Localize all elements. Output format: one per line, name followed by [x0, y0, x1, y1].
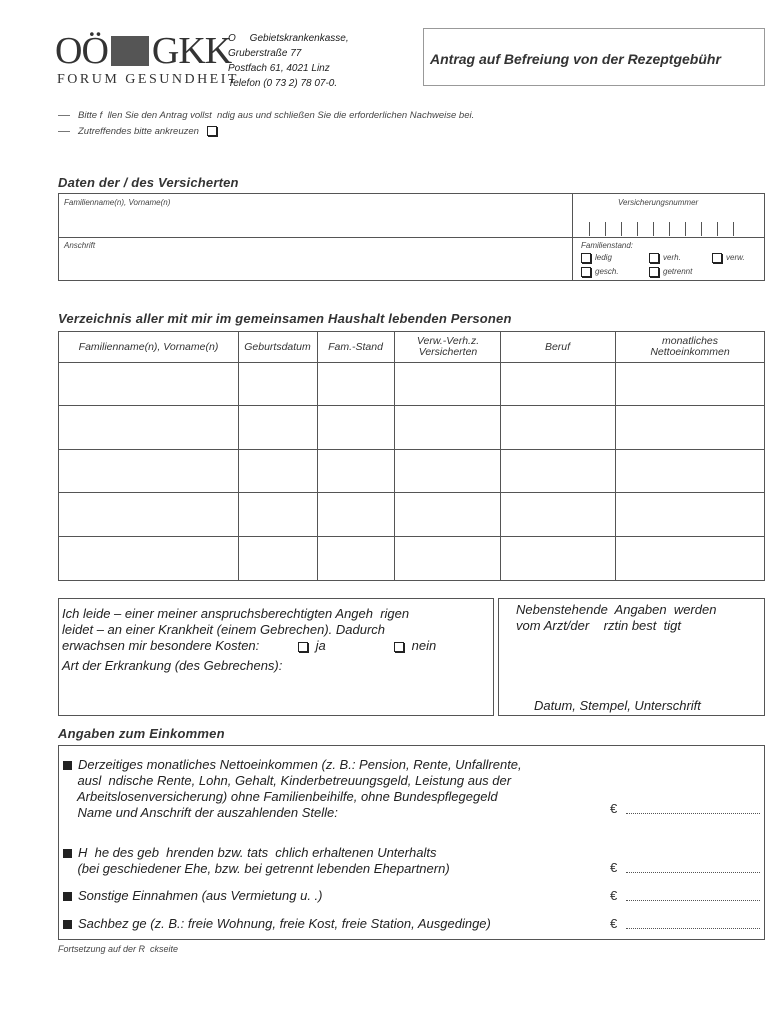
checkbox-icon: [649, 267, 659, 277]
checkbox-icon: [712, 253, 722, 263]
amount-field-benefits-in-kind[interactable]: [626, 928, 760, 929]
column-header-relation: Verw.-Verh.z. Versicherten: [416, 335, 480, 358]
section-title-insured: Daten der / des Versicherten: [58, 175, 239, 190]
address-label: Anschrift: [64, 241, 96, 250]
illness-field[interactable]: [62, 677, 488, 711]
euro-sign: €: [610, 888, 618, 903]
table-row[interactable]: [59, 450, 764, 492]
income-item-alimony: H he des geb hrenden bzw. tats chlich erhaltenen Unterhalts (bei geschiedener Ehe, bzw. bei getrennt lebenden Ehepartnern): [63, 845, 450, 877]
income-item-net: Derzeitiges monatliches Nettoeinkommen (z. B.: Pension, Rente, Unfallrente, ausl ndische Rente, Lohn, Gehalt, Kinderbetreuungsgeld, Leistung aus der Arbeitslosenversicherung) ohne Familienbeihilfe, ohne Bundespflegegeld Name und Anschrift der auszahlenden Stelle:: [63, 757, 522, 821]
address-block: [228, 31, 349, 91]
checkbox-icon: [298, 642, 308, 652]
column-header-birthdate: Geburtsdatum: [244, 340, 311, 353]
marital-status-label: Familienstand:: [581, 241, 634, 250]
amount-field-net[interactable]: [626, 813, 760, 814]
option-yes[interactable]: ja: [298, 638, 326, 654]
status-option-verh[interactable]: verh.: [649, 253, 681, 263]
doctor-confirmation-box: [498, 598, 765, 716]
checkbox-sample-icon: [207, 126, 217, 136]
checkbox-icon: [581, 267, 591, 277]
checkbox-icon: [394, 642, 404, 652]
note-text: Zutreffendes bitte ankreuzen: [78, 126, 199, 137]
address-line: Telefon (0 73 2) 78 07-0.: [228, 78, 338, 89]
table-row[interactable]: [59, 537, 764, 580]
amount-field-other[interactable]: [626, 900, 760, 901]
name-label: Familienname(n), Vorname(n): [64, 198, 171, 207]
status-option-gesch[interactable]: gesch.: [581, 267, 619, 277]
status-option-verw[interactable]: verw.: [712, 253, 745, 263]
name-field[interactable]: [63, 209, 568, 235]
table-row[interactable]: [59, 363, 764, 405]
note-fill-completely: [58, 110, 474, 121]
checkbox-icon: [581, 253, 591, 263]
bullet-icon: [63, 849, 72, 858]
table-row[interactable]: [59, 406, 764, 449]
logo-text-left: OÖ: [55, 30, 108, 72]
section-title-household: Verzeichnis aller mit mir im gemeinsamen Haushalt lebenden Personen: [58, 311, 512, 326]
bullet-icon: [63, 761, 72, 770]
euro-sign: €: [610, 860, 618, 875]
table-row[interactable]: [59, 493, 764, 536]
amount-field-alimony[interactable]: [626, 872, 760, 873]
column-header-name: Familienname(n), Vorname(n): [78, 340, 219, 353]
special-costs-text: Ich leide – einer meiner anspruchsberechtigten Angeh rigen leidet – an einer Krankheit (einem Gebrechen). Dadurch erwachsen mir besondere Kosten:: [62, 606, 410, 653]
status-option-ledig[interactable]: ledig: [581, 253, 612, 263]
svnr-label: Versicherungsnummer: [618, 198, 699, 207]
special-costs-box: [58, 598, 494, 716]
continue-note: Fortsetzung auf der R ckseite: [58, 944, 179, 954]
address-field[interactable]: [63, 252, 568, 278]
logo-text-right: GKK: [151, 30, 232, 72]
address-line: O Gebietskrankenkasse,: [228, 33, 349, 44]
note-text: Bitte f llen Sie den Antrag vollst ndig aus und schließen Sie die erforderlichen Nachweise bei.: [78, 110, 475, 121]
bullet-icon: [63, 920, 72, 929]
status-option-getrennt[interactable]: getrennt: [649, 267, 692, 277]
column-header-income: monatliches Nettoeinkommen: [650, 335, 730, 358]
insured-data-box: [58, 193, 765, 281]
option-no[interactable]: nein: [394, 638, 436, 654]
logo-subtitle: FORUM GESUNDHEIT: [57, 72, 239, 87]
income-box: [58, 745, 765, 940]
section-title-income: Angaben zum Einkommen: [58, 726, 225, 741]
form-title-box: [423, 28, 765, 86]
illness-label: Art der Erkrankung (des Gebrechens):: [62, 658, 283, 673]
column-header-occupation: Beruf: [544, 340, 571, 353]
column-header-marital: Fam.-Stand: [328, 340, 383, 353]
form-title: Antrag auf Befreiung von der Rezeptgebühr: [430, 51, 721, 67]
address-line: Postfach 61, 4021 Linz: [228, 63, 330, 74]
doctor-signature-label: Datum, Stempel, Unterschrift: [534, 698, 701, 713]
note-check-applicable: [58, 126, 221, 137]
bullet-icon: [63, 892, 72, 901]
address-line: Gruberstraße 77: [228, 48, 302, 59]
doctor-confirmation-text: Nebenstehende Angaben werden vom Arzt/der rztin best tigt: [516, 602, 717, 633]
logo-block: [111, 36, 149, 66]
euro-sign: €: [610, 916, 618, 931]
income-item-other: Sonstige Einnahmen (aus Vermietung u. .): [63, 888, 323, 904]
household-table: [58, 331, 765, 581]
checkbox-icon: [649, 253, 659, 263]
income-item-benefits-in-kind: Sachbez ge (z. B.: freie Wohnung, freie Kost, freie Station, Ausgedinge): [63, 916, 491, 932]
euro-sign: €: [610, 801, 618, 816]
logo: [55, 32, 231, 70]
